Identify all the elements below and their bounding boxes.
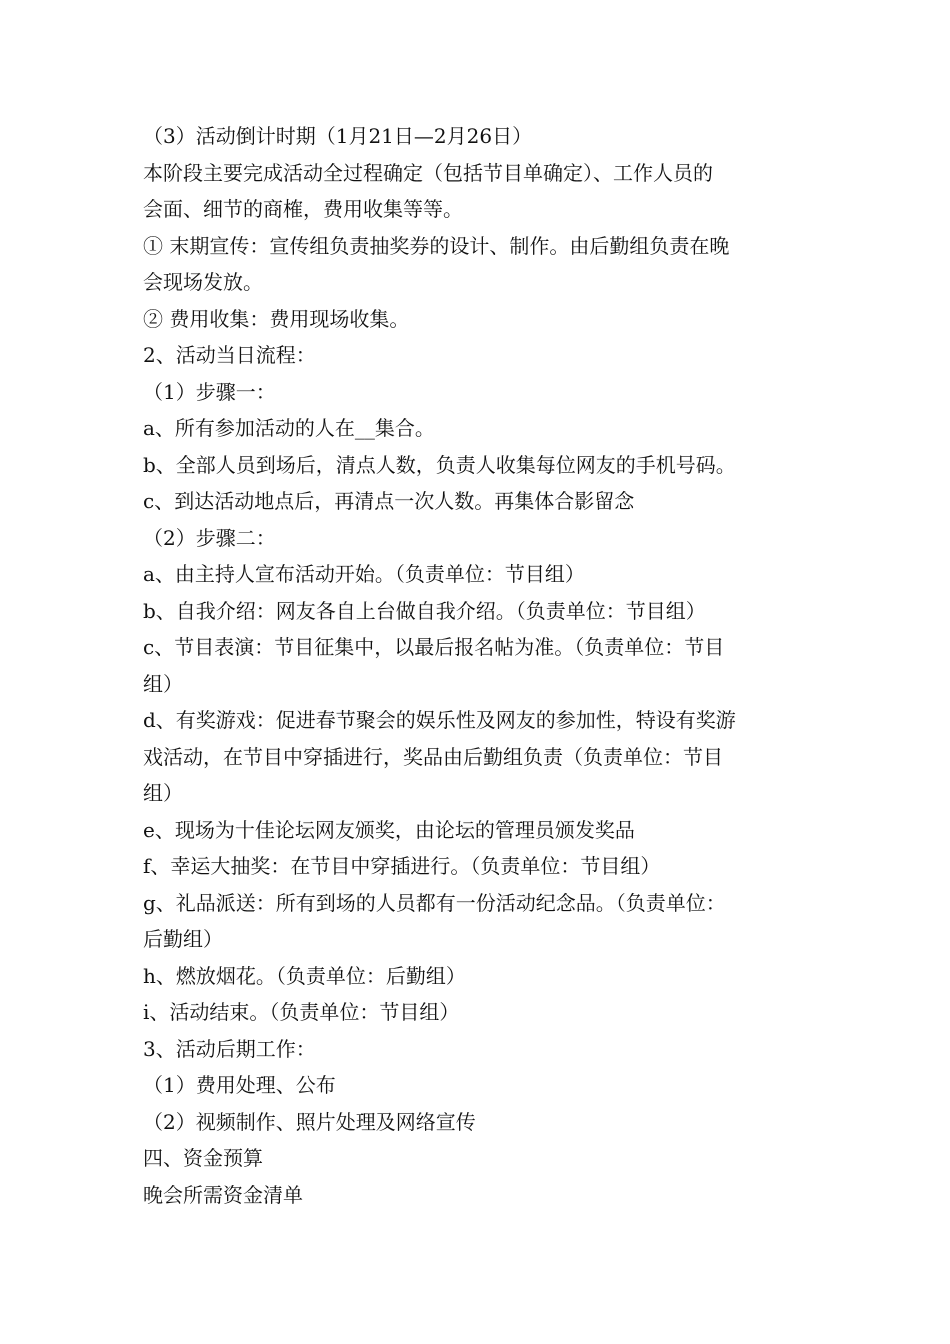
list-item: c、到达活动地点后，再清点一次人数。再集体合影留念	[143, 489, 635, 513]
list-item: a、所有参加活动的人在__集合。	[143, 416, 435, 440]
list-item-continuation: 组）	[143, 781, 183, 805]
list-item-continuation: 组）	[143, 671, 183, 696]
subheading-step-one: （1）步骤一：	[143, 379, 276, 404]
list-item: h、燃放烟花。（负责单位：后勤组）	[143, 963, 466, 988]
section-heading-event-day: 2、活动当日流程：	[143, 343, 316, 367]
list-item-fee-collection: ② 费用收集：费用现场收集。	[143, 306, 410, 331]
section-heading-countdown: （3）活动倒计时期（1月21日—2月26日）	[143, 124, 533, 148]
section-heading-budget: 四、资金预算	[143, 1146, 263, 1170]
section-heading-post-event: 3、活动后期工作：	[143, 1036, 316, 1061]
list-item: i、活动结束。（负责单位：节目组）	[143, 1000, 460, 1024]
list-item: a、由主持人宣布活动开始。（负责单位：节目组）	[143, 562, 585, 586]
list-item: b、自我介绍：网友各自上台做自我介绍。（负责单位：节目组）	[143, 598, 706, 623]
list-item: d、有奖游戏：促进春节聚会的娱乐性及网友的参加性，特设有奖游	[143, 708, 736, 732]
list-item: g、礼品派送：所有到场的人员都有一份活动纪念品。（负责单位：	[143, 890, 726, 915]
list-item: f、幸运大抽奖：在节目中穿插进行。（负责单位：节目组）	[143, 854, 661, 878]
subheading-step-two: （2）步骤二：	[143, 525, 276, 550]
list-item-continuation: 戏活动，在节目中穿插进行，奖品由后勤组负责（负责单位：节目	[143, 744, 723, 769]
list-item: c、节目表演：节目征集中，以最后报名帖为准。（负责单位：节目	[143, 635, 725, 659]
list-item-continuation: 后勤组）	[143, 927, 223, 951]
list-item: （1）费用处理、公布	[143, 1073, 336, 1097]
document-body	[143, 118, 813, 1213]
paragraph-line: 会现场发放。	[143, 270, 263, 294]
list-item: e、现场为十佳论坛网友颁奖，由论坛的管理员颁发奖品	[143, 817, 635, 842]
list-item: b、全部人员到场后，清点人数，负责人收集每位网友的手机号码。	[143, 452, 736, 477]
paragraph-line: 晚会所需资金清单	[143, 1182, 303, 1207]
list-item-late-promotion: ① 末期宣传：宣传组负责抽奖券的设计、制作。由后勤组负责在晚	[143, 233, 730, 258]
list-item: （2）视频制作、照片处理及网络宣传	[143, 1109, 476, 1134]
paragraph-line: 本阶段主要完成活动全过程确定（包括节目单确定）、工作人员的	[143, 160, 713, 185]
paragraph-line: 会面、细节的商榷，费用收集等等。	[143, 197, 463, 221]
